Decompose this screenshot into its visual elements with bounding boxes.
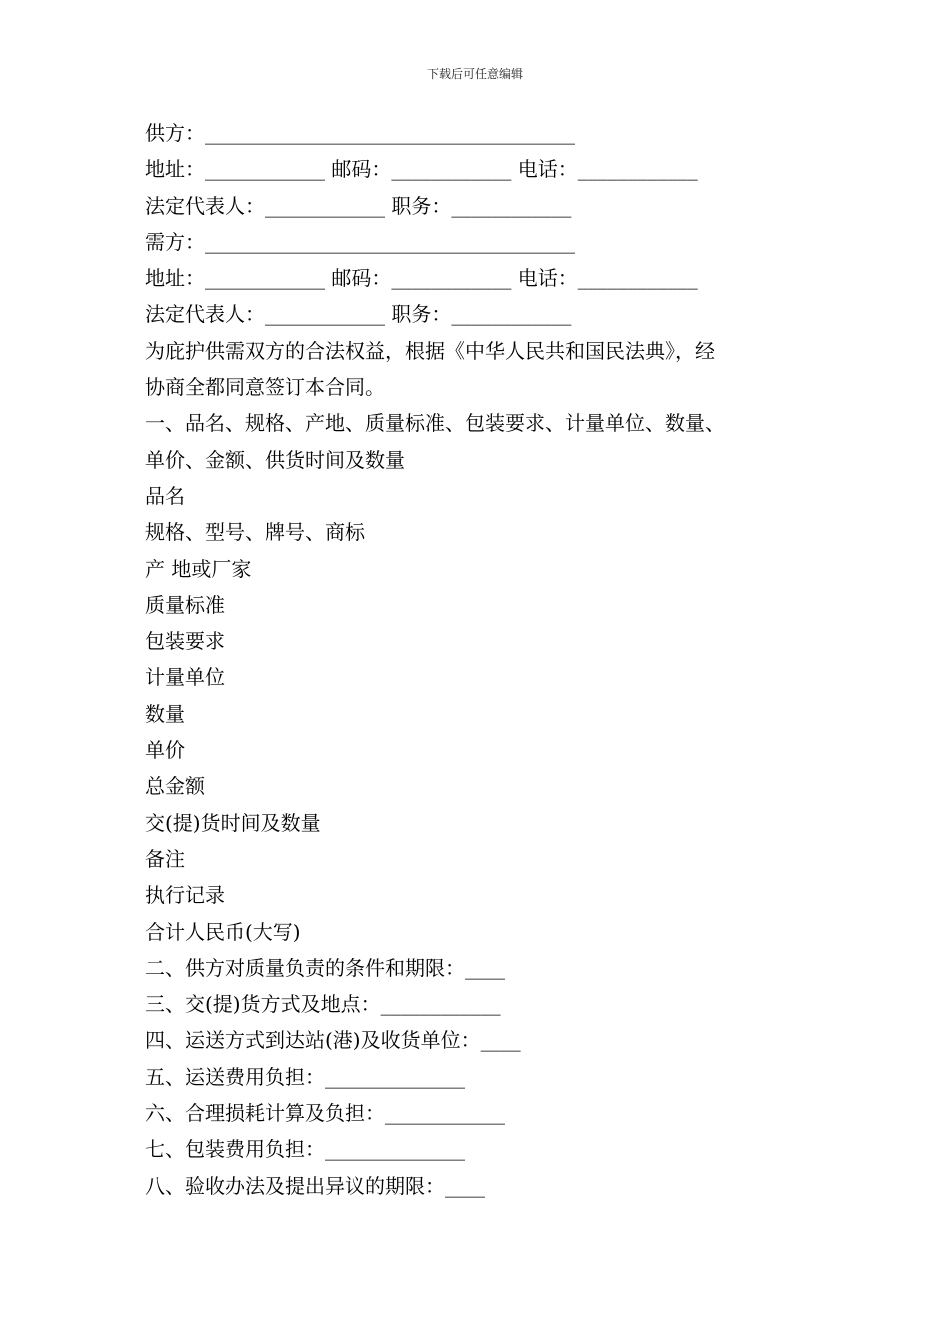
preamble-line-2: 协商全都同意签订本合同。	[145, 375, 385, 400]
supplier-representative-line: 法定代表人：____________ 职务：____________	[145, 193, 572, 218]
field-delivery-time: 交(提)货时间及数量	[145, 810, 321, 835]
section-5-line: 五、运送费用负担：______________	[145, 1064, 465, 1089]
page-header: 下载后可任意编辑	[426, 67, 523, 81]
section-6-line: 六、合理损耗计算及负担：____________	[145, 1101, 505, 1126]
buyer-representative-line: 法定代表人：____________ 职务：____________	[145, 302, 572, 327]
field-remarks: 备注	[145, 846, 185, 871]
field-origin: 产 地或厂家	[145, 556, 252, 581]
field-product-name: 品名	[145, 483, 185, 508]
section-7-line: 七、包装费用负担：______________	[145, 1137, 465, 1162]
section-8-line: 八、验收办法及提出异议的期限：____	[145, 1173, 485, 1198]
field-specification: 规格、型号、牌号、商标	[145, 520, 365, 545]
field-unit-price: 单价	[145, 738, 185, 763]
section-1-title-line-2: 单价、金额、供货时间及数量	[145, 447, 405, 472]
buyer-address-line: 地址：____________ 邮码：____________ 电话：____________	[145, 266, 698, 291]
field-quality-standard: 质量标准	[145, 592, 225, 617]
field-quantity: 数量	[145, 701, 185, 726]
field-total-rmb: 合计人民币(大写)	[145, 919, 301, 944]
section-1-title-line-1: 一、品名、规格、产地、质量标准、包装要求、计量单位、数量、	[145, 411, 725, 436]
contract-body	[145, 115, 815, 1204]
field-total-amount: 总金额	[145, 774, 205, 799]
field-execution-record: 执行记录	[145, 883, 225, 908]
supplier-name-line: 供方：_____________________________________	[145, 121, 575, 145]
preamble-line-1: 为庇护供需双方的合法权益，根据《中华人民共和国民法典》，经	[145, 338, 715, 363]
field-unit: 计量单位	[145, 665, 225, 690]
buyer-name-line: 需方：_____________________________________	[145, 229, 575, 254]
section-3-line: 三、交(提)货方式及地点：____________	[145, 992, 501, 1017]
supplier-address-line: 地址：____________ 邮码：____________ 电话：____________	[145, 157, 698, 182]
section-2-line: 二、供方对质量负责的条件和期限：____	[145, 955, 505, 980]
field-packaging: 包装要求	[145, 629, 225, 654]
section-4-line: 四、运送方式到达站(港)及收货单位：____	[145, 1028, 521, 1053]
